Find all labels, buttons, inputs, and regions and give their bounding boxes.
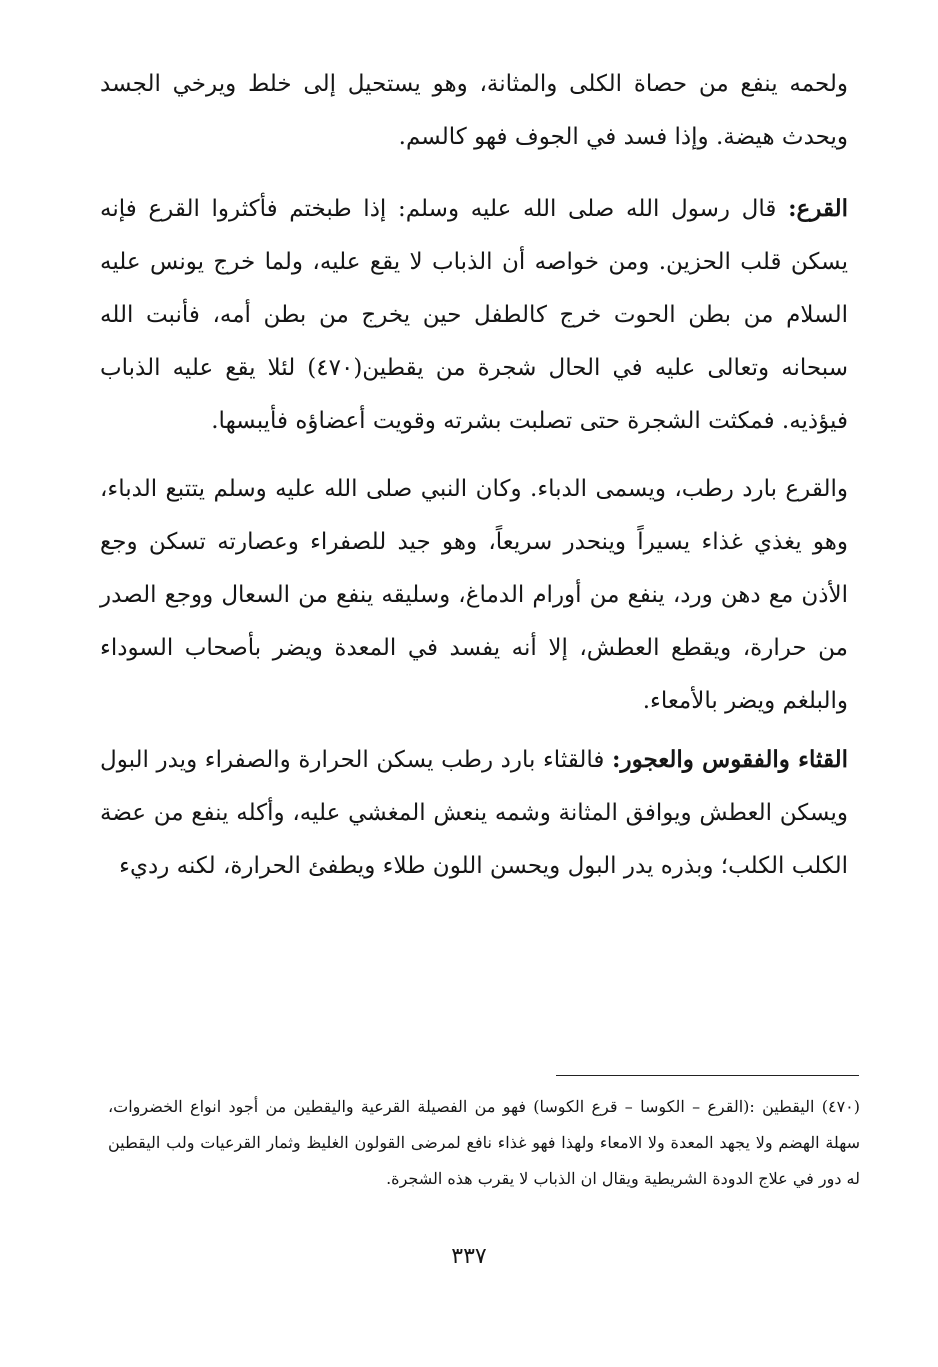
paragraph-text: ولحمه ينفع من حصاة الكلى والمثانة، وهو يستحيل إلى خلط ويرخي الجسد ويحدث هيضة. وإذا فسد في الجوف فهو كالسم. — [100, 71, 848, 150]
entry-term-gourd: القرع: — [788, 195, 848, 222]
body-paragraph-2 — [100, 182, 848, 448]
entry-term-cucumber: القثاء والفقوس والعجور: — [611, 746, 848, 773]
paragraph-text: قال رسول الله صلى الله عليه وسلم: إذا طبختم فأكثروا القرع فإنه يسكن قلب الحزين. ومن خواصه أن الذباب لا يقع عليه، ولما خرج يونس عليه السلام من بطن الحوت خرج كالطفل حين يخرج من بطن أمه، فأنبت الله سبحانه وتعالى عليه في الحال شجرة من يقطين(٤٧٠) لئلا يقع عليه الذباب فيؤذيه. فمكثت الشجرة حتى تصلبت بشرته وقويت أعضاؤه فأيبسها. — [100, 196, 848, 434]
paragraph-text: والقرع بارد رطب، ويسمى الدباء. وكان النبي صلى الله عليه وسلم يتتبع الدباء، وهو يغذي غذاء يسيراً وينحدر سريعاً، وهو جيد للصفراء وعصارته تسكن وجع الأذن مع دهن ورد، ينفع من أورام الدماغ، وسليقه ينفع من السعال ووجع الصدر من حرارة، ويقطع العطش، إلا أنه يفسد في المعدة ويضر بأصحاب السوداء والبلغم ويضر بالأمعاء. — [100, 476, 848, 714]
footnote: (٤٧٠) اليقطين :(القرع – الكوسا – قرع الكوسا) فهو من الفصيلة القرعية واليقطين من أجود انواع الخضروات، سهلة الهضم ولا يجهد المعدة ولا الامعاء ولهذا فهو غذاء نافع لمرضى القولون الغليظ وثمار القرعيات ولب اليقطين له دور في علاج الدودة الشريطية ويقال ان الذباب لا يقرب هذه الشجرة. — [108, 1097, 861, 1188]
footnote-divider — [556, 1075, 859, 1076]
paragraph-text: فالقثاء بارد رطب يسكن الحرارة والصفراء ويدر البول ويسكن العطش ويوافق المثانة وشمه ينعش المغشي عليه، وأكله ينفع من عضة الكلب الكلب؛ وبذره يدر البول ويحسن اللون طلاء ويطفئ الحرارة، لكنه رديء — [100, 747, 848, 879]
body-paragraph-1 — [100, 58, 848, 164]
body-paragraph-3 — [100, 463, 848, 728]
body-paragraph-4 — [100, 733, 848, 893]
page-number: ٣٣٧ — [451, 1244, 487, 1269]
